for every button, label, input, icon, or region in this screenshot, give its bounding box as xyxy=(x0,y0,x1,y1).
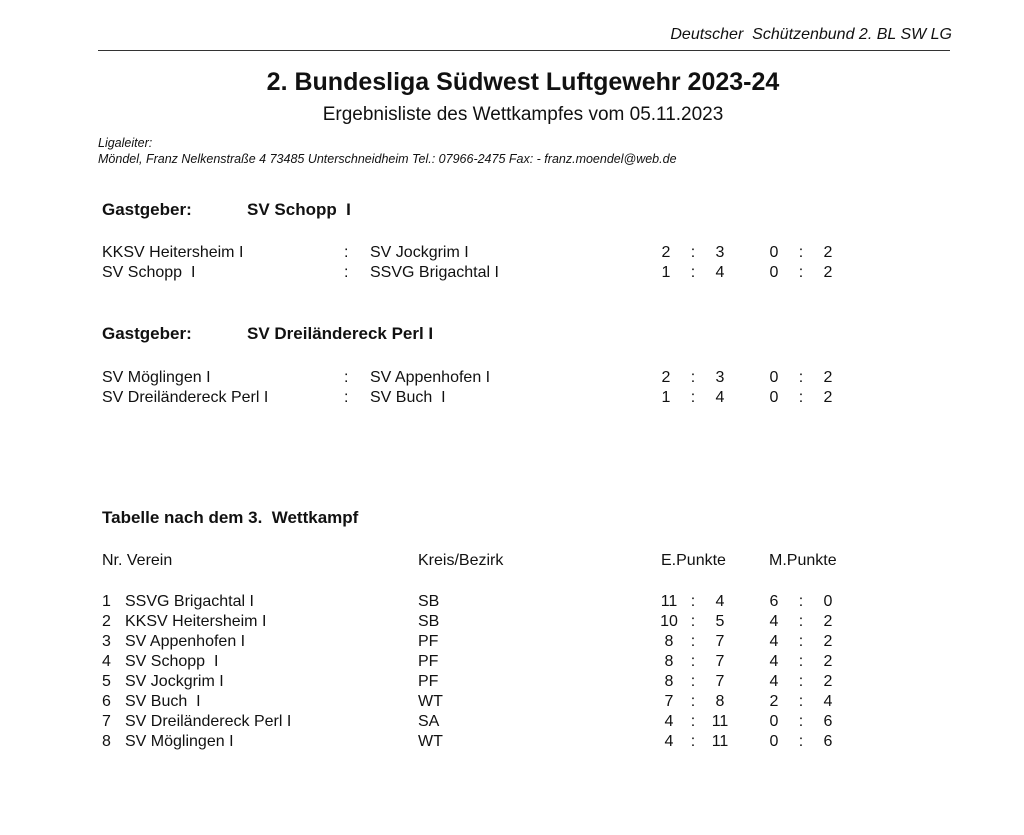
group-2-host-label: Gastgeber: xyxy=(102,324,192,343)
header-org: Deutscher Schützenbund 2. BL SW LG xyxy=(670,26,952,43)
row-e2: 7 xyxy=(715,653,725,670)
row-e-colon: : xyxy=(690,633,696,650)
row-verein: SV Dreiländereck Perl I xyxy=(125,713,292,730)
row-m2: 2 xyxy=(823,613,833,630)
row-m2: 2 xyxy=(823,633,833,650)
row-verein: SV Appenhofen I xyxy=(125,633,246,650)
match-e1: 2 xyxy=(661,244,671,261)
row-e-colon: : xyxy=(690,733,696,750)
row-m-colon: : xyxy=(798,713,804,730)
row-e-colon: : xyxy=(690,693,696,710)
row-nr: 6 xyxy=(102,693,111,710)
row-e1: 8 xyxy=(664,633,674,650)
row-nr: 3 xyxy=(102,633,111,650)
match-e2: 4 xyxy=(715,264,725,281)
row-e1: 8 xyxy=(664,653,674,670)
row-nr: 4 xyxy=(102,653,111,670)
match-m-colon: : xyxy=(798,244,804,261)
row-e-colon: : xyxy=(690,673,696,690)
row-e2: 11 xyxy=(711,733,729,750)
row-kreis: WT xyxy=(418,693,443,710)
row-nr: 2 xyxy=(102,613,111,630)
row-kreis: SB xyxy=(418,593,440,610)
row-e2: 5 xyxy=(715,613,725,630)
row-m1: 0 xyxy=(769,713,779,730)
row-kreis: PF xyxy=(418,653,439,670)
row-m1: 6 xyxy=(769,593,779,610)
row-m-colon: : xyxy=(798,593,804,610)
match-m2: 2 xyxy=(823,389,833,406)
match-e-colon: : xyxy=(690,244,696,261)
row-e1: 10 xyxy=(660,613,678,630)
match-m-colon: : xyxy=(798,369,804,386)
match-home: SV Schopp I xyxy=(102,264,196,281)
row-e1: 7 xyxy=(664,693,674,710)
match-away: SSVG Brigachtal I xyxy=(370,264,499,281)
match-m2: 2 xyxy=(823,369,833,386)
row-m1: 4 xyxy=(769,613,779,630)
row-e2: 7 xyxy=(715,673,725,690)
match-away: SV Jockgrim I xyxy=(370,244,469,261)
row-m-colon: : xyxy=(798,653,804,670)
group-1-host-name: SV Schopp I xyxy=(247,200,351,219)
match-away: SV Buch I xyxy=(370,389,446,406)
row-nr: 8 xyxy=(102,733,111,750)
match-e1: 1 xyxy=(661,389,671,406)
match-e1: 1 xyxy=(661,264,671,281)
match-m-colon: : xyxy=(798,389,804,406)
match-e2: 3 xyxy=(715,369,725,386)
match-separator: : xyxy=(344,369,349,386)
row-e1: 11 xyxy=(660,593,678,610)
match-e2: 4 xyxy=(715,389,725,406)
row-m2: 2 xyxy=(823,673,833,690)
match-home: SV Möglingen I xyxy=(102,369,211,386)
row-e2: 11 xyxy=(711,713,729,730)
ligaleiter-label: Ligaleiter: xyxy=(98,136,153,150)
row-m-colon: : xyxy=(798,733,804,750)
match-m1: 0 xyxy=(769,369,779,386)
row-m-colon: : xyxy=(798,613,804,630)
row-kreis: SA xyxy=(418,713,440,730)
match-e-colon: : xyxy=(690,264,696,281)
row-verein: KKSV Heitersheim I xyxy=(125,613,267,630)
row-e-colon: : xyxy=(690,593,696,610)
row-e-colon: : xyxy=(690,613,696,630)
row-m-colon: : xyxy=(798,693,804,710)
match-home: SV Dreiländereck Perl I xyxy=(102,389,269,406)
group-2-host-name: SV Dreiländereck Perl I xyxy=(247,324,434,343)
row-m2: 4 xyxy=(823,693,833,710)
row-verein: SV Jockgrim I xyxy=(125,673,224,690)
match-separator: : xyxy=(344,244,349,261)
row-nr: 7 xyxy=(102,713,111,730)
match-m1: 0 xyxy=(769,264,779,281)
match-e2: 3 xyxy=(715,244,725,261)
row-m1: 4 xyxy=(769,653,779,670)
match-m1: 0 xyxy=(769,389,779,406)
header-epunkte: E.Punkte xyxy=(661,552,726,569)
match-m-colon: : xyxy=(798,264,804,281)
row-e2: 7 xyxy=(715,633,725,650)
row-m2: 0 xyxy=(823,593,833,610)
row-e2: 8 xyxy=(715,693,725,710)
row-m1: 4 xyxy=(769,673,779,690)
match-separator: : xyxy=(344,264,349,281)
row-e1: 4 xyxy=(664,713,674,730)
table-title: Tabelle nach dem 3. Wettkampf xyxy=(102,508,359,527)
row-m-colon: : xyxy=(798,633,804,650)
row-kreis: SB xyxy=(418,613,440,630)
row-m1: 2 xyxy=(769,693,779,710)
match-m2: 2 xyxy=(823,264,833,281)
row-verein: SSVG Brigachtal I xyxy=(125,593,254,610)
row-kreis: PF xyxy=(418,673,439,690)
document-subtitle: Ergebnisliste des Wettkampfes vom 05.11.2023 xyxy=(322,104,724,125)
document-title: 2. Bundesliga Südwest Luftgewehr 2023-24 xyxy=(266,68,780,96)
row-m-colon: : xyxy=(798,673,804,690)
row-e1: 8 xyxy=(664,673,674,690)
row-e1: 4 xyxy=(664,733,674,750)
row-kreis: WT xyxy=(418,733,443,750)
row-m2: 2 xyxy=(823,653,833,670)
row-kreis: PF xyxy=(418,633,439,650)
row-verein: SV Möglingen I xyxy=(125,733,234,750)
row-m1: 0 xyxy=(769,733,779,750)
row-verein: SV Schopp I xyxy=(125,653,219,670)
row-e-colon: : xyxy=(690,713,696,730)
match-e-colon: : xyxy=(690,389,696,406)
row-e-colon: : xyxy=(690,653,696,670)
row-m1: 4 xyxy=(769,633,779,650)
header-nr-verein: Nr. Verein xyxy=(102,552,173,569)
match-m1: 0 xyxy=(769,244,779,261)
row-nr: 1 xyxy=(102,593,111,610)
match-e-colon: : xyxy=(690,369,696,386)
match-home: KKSV Heitersheim I xyxy=(102,244,244,261)
ligaleiter-contact: Möndel, Franz Nelkenstraße 4 73485 Unterschneidheim Tel.: 07966-2475 Fax: - franz.moendel@web.de xyxy=(98,152,677,166)
header-divider xyxy=(98,50,950,51)
row-verein: SV Buch I xyxy=(125,693,201,710)
group-1-host-label: Gastgeber: xyxy=(102,200,192,219)
row-m2: 6 xyxy=(823,713,833,730)
row-e2: 4 xyxy=(715,593,725,610)
row-nr: 5 xyxy=(102,673,111,690)
match-e1: 2 xyxy=(661,369,671,386)
match-m2: 2 xyxy=(823,244,833,261)
match-away: SV Appenhofen I xyxy=(370,369,491,386)
header-mpunkte: M.Punkte xyxy=(769,552,837,569)
match-separator: : xyxy=(344,389,349,406)
row-m2: 6 xyxy=(823,733,833,750)
header-kreis: Kreis/Bezirk xyxy=(418,552,504,569)
